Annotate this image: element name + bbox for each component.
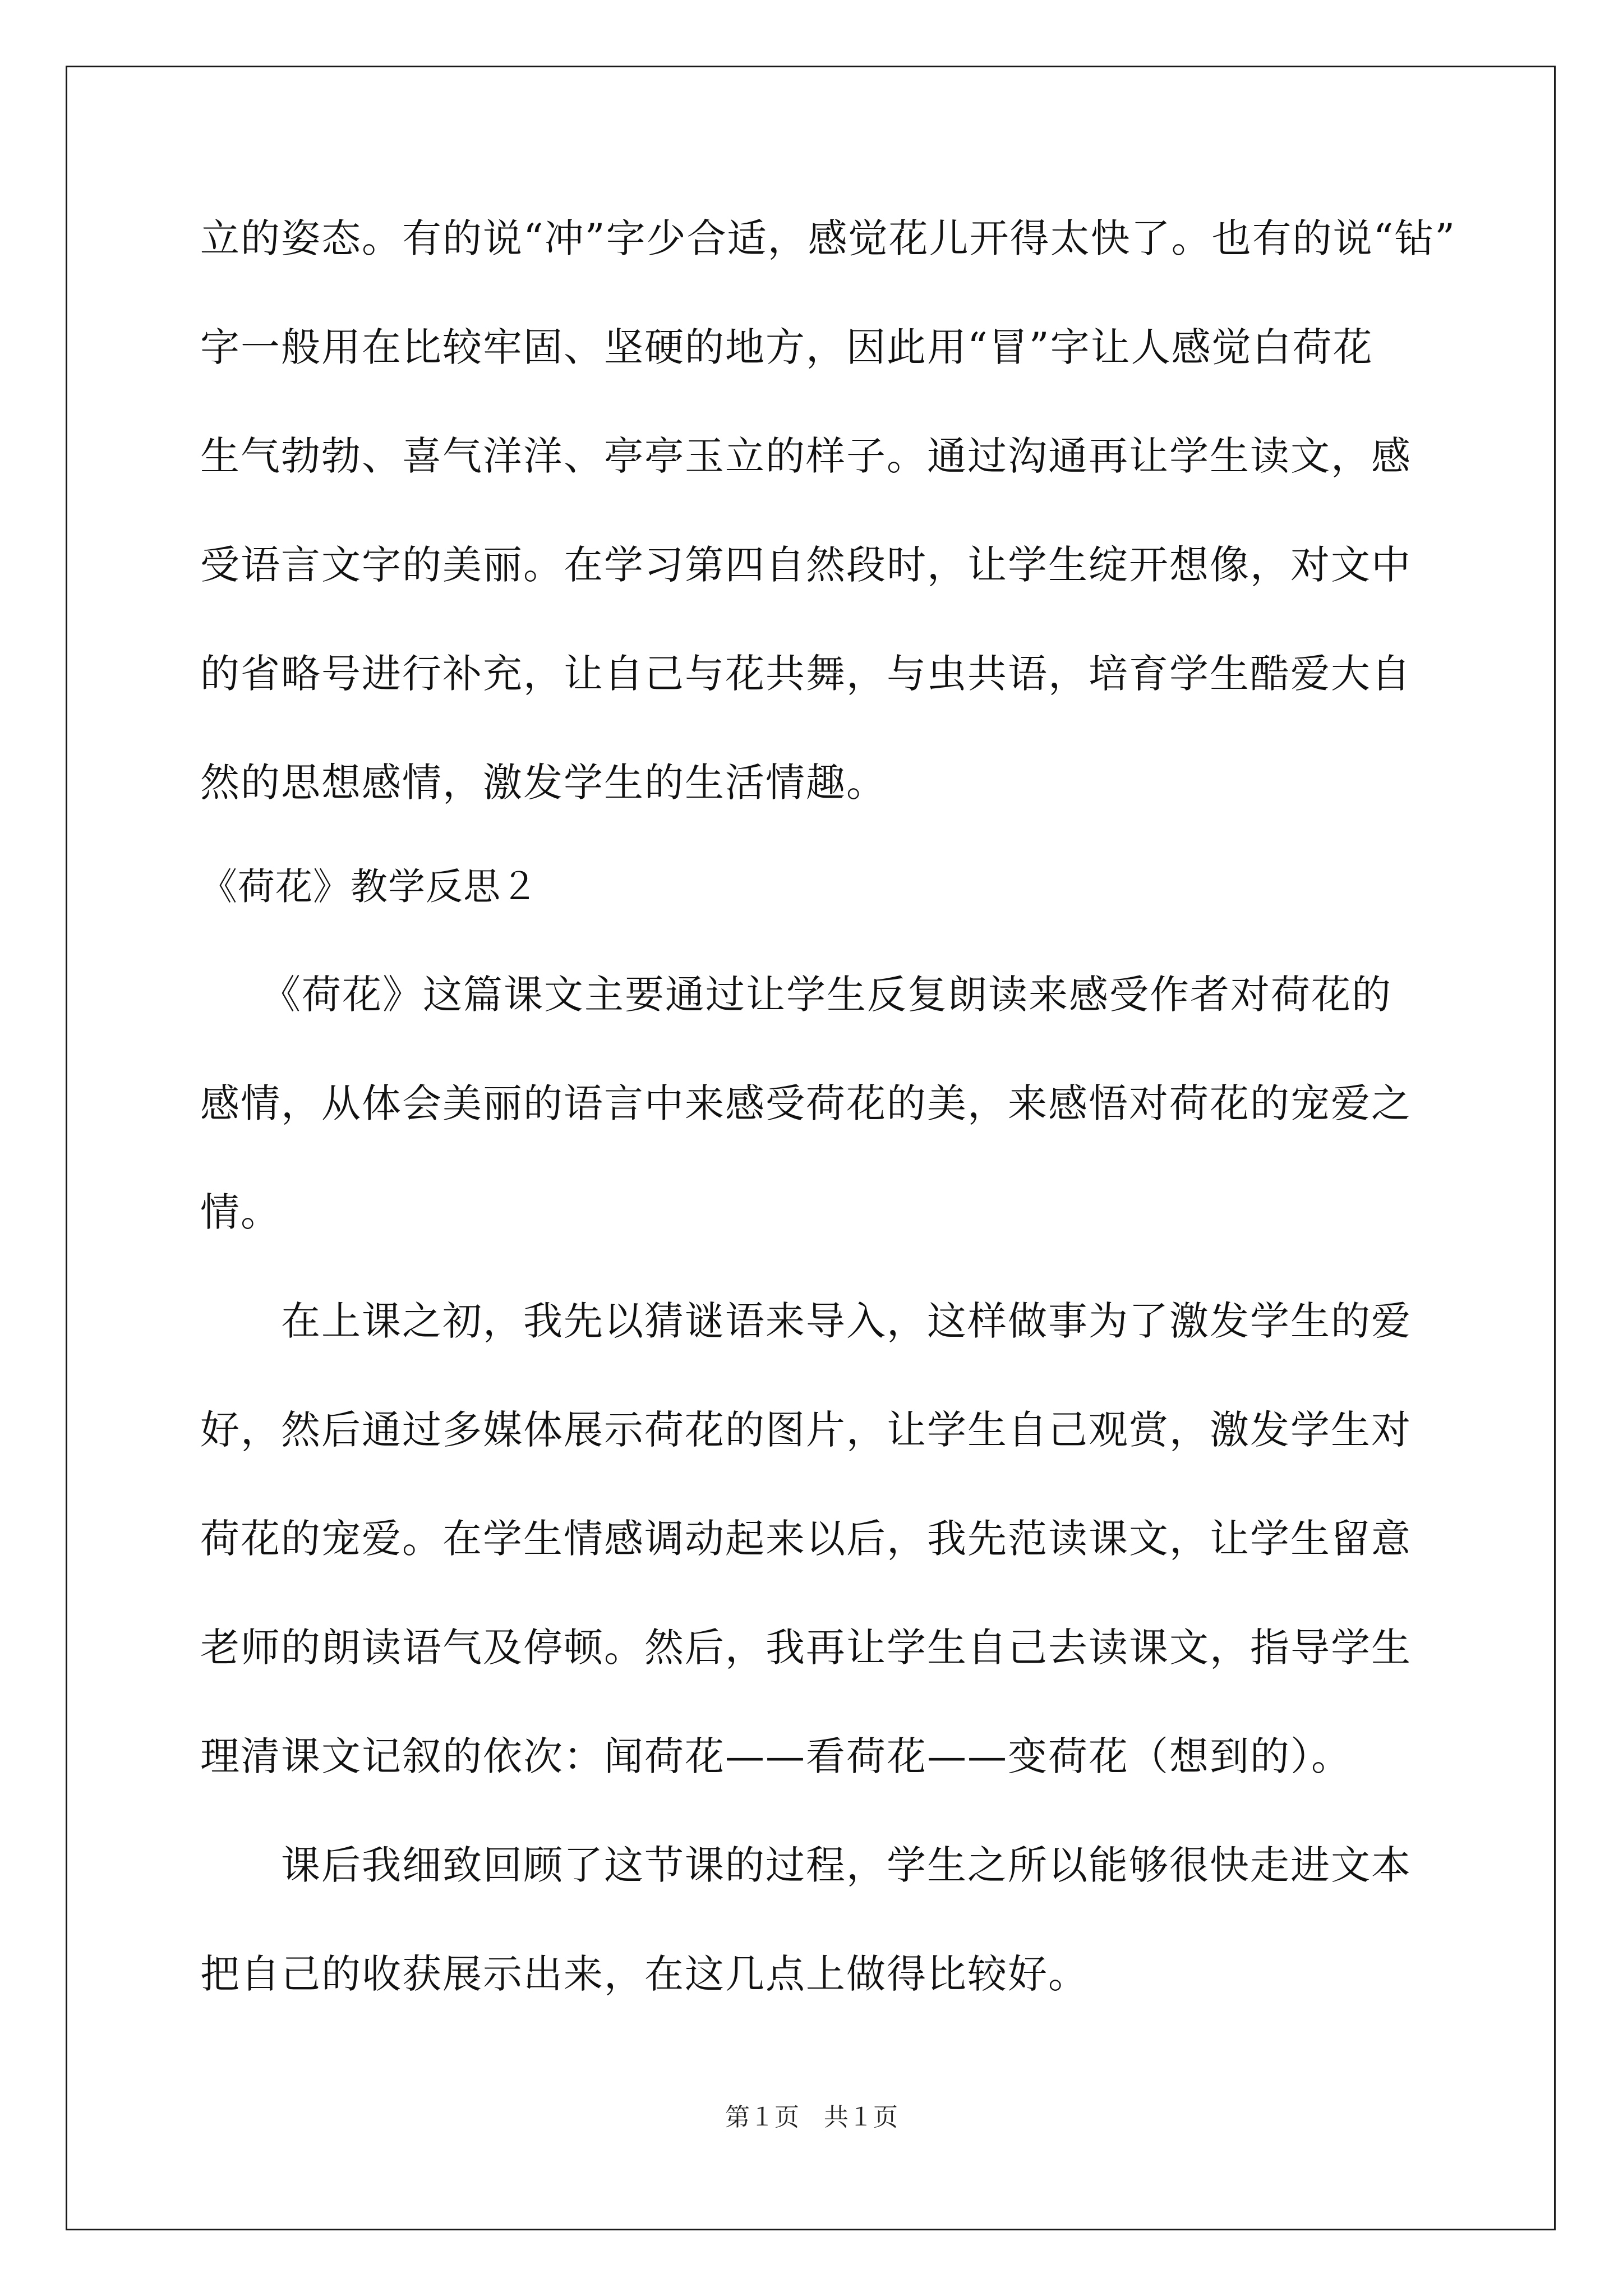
text-line: 老师的朗读语气及停顿。然后，我再让学生自己去读课文，指导学生 (200, 1625, 1412, 1671)
section-heading: 《荷花》教学反思２ (200, 865, 538, 908)
text-line: 《荷花》这篇课文主要通过让学生反复朗读来感受作者对荷花的 (200, 972, 1392, 1018)
text-line: 情。 (200, 1189, 281, 1235)
text-line: 的省略号进行补充，让自己与花共舞，与虫共语，培育学生酷爱大自 (200, 651, 1412, 697)
text-line: 感情，从体会美丽的语言中来感受荷花的美，来感悟对荷花的宠爱之 (200, 1080, 1412, 1126)
text-line: 立的姿态。有的说“冲”字少合适，感觉花儿开得太快了。也有的说“钻” (200, 215, 1456, 261)
page-number-footer: 第１页 共１页 (725, 2103, 898, 2132)
text-line: 理清课文记叙的依次：闻荷花——看荷花——变荷花（想到的）。 (200, 1733, 1352, 1779)
text-line: 好，然后通过多媒体展示荷花的图片，让学生自己观赏，激发学生对 (200, 1407, 1412, 1453)
text-line: 然的思想感情，激发学生的生活情趣。 (200, 760, 887, 806)
text-line: 受语言文字的美丽。在学习第四自然段时，让学生绽开想像，对文中 (200, 542, 1412, 588)
text-line: 课后我细致回顾了这节课的过程，学生之所以能够很快走进文本 (200, 1842, 1412, 1888)
text-line: 在上课之初，我先以猜谜语来导入，这样做事为了激发学生的爱 (200, 1298, 1412, 1344)
text-line: 荷花的宠爱。在学生情感调动起来以后，我先范读课文，让学生留意 (200, 1516, 1412, 1562)
text-line: 生气勃勃、喜气洋洋、亭亭玉立的样子。通过沟通再让学生读文，感 (200, 433, 1412, 479)
text-line: 把自己的收获展示出来，在这几点上做得比较好。 (200, 1951, 1089, 1997)
text-line: 字一般用在比较牢固、坚硬的地方，因此用“冒”字让人感觉白荷花 (200, 324, 1373, 370)
page-border (66, 66, 1556, 2230)
